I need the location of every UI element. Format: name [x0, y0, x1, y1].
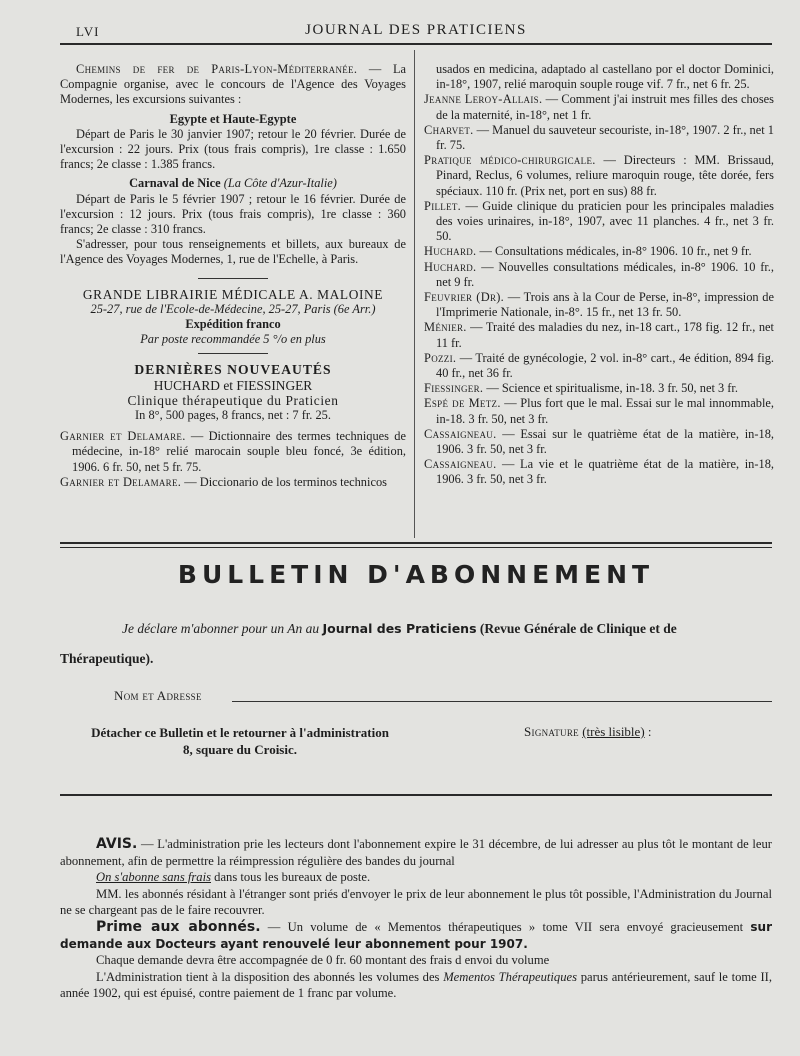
sans-frais-line: On s'abonne sans frais dans tous les bureaux de poste.: [96, 870, 371, 885]
nouveautes-details: In 8°, 500 pages, 8 francs, net : 7 fr. 25.: [135, 408, 331, 423]
avis-section: [60, 836, 772, 1002]
egypte-heading: Egypte et Haute-Egypte: [169, 111, 297, 126]
continuation-text: usados en medicina, adaptado al castellano por el doctor Dominici, in-18°, 1907, relié maroquin souple rouge vif. 7 fr., net 6 fr. 25.: [436, 62, 774, 92]
prime-paragraph: [60, 919, 772, 952]
list-item: Ménier. — Traité des maladies du nez, in-18 cart., 178 fig. 12 fr., net 11 fr.: [424, 320, 774, 350]
avis-paragraph: [60, 836, 772, 869]
declaration: [60, 614, 772, 674]
running-head: [60, 22, 772, 42]
nouveautes-authors: HUCHARD et FIESSINGER: [153, 377, 313, 393]
maloine-address: 25-27, rue de l'Ecole-de-Médecine, 25-27, Paris (6e Arr.): [90, 301, 376, 316]
maloine-shipping: Expédition franco: [185, 317, 281, 332]
avis-text: — L'administration prie les lecteurs dont l'abonnement expire le 31 décembre, de lui adresser au plus tôt le montant de leur abonnement, afin de permettre la réimpression régulière des bandes du journal: [60, 837, 772, 868]
list-item: Garnier et Delamare. — Dictionnaire des termes techniques de médecine, in-18° relié marocain souple bleu foncé, 3e édition, 1906. 6 fr. 50, net 5 fr. 75.: [60, 429, 406, 474]
maloine-name: GRANDE LIBRAIRIE MÉDICALE A. MALOINE: [82, 286, 384, 302]
declaration-rest: (Revue Générale de Clinique et de Thérapeutique).: [60, 621, 677, 666]
list-item: Pillet. — Guide clinique du praticien pour les principales maladies des voies urinaires, in-18°, 1907, avec 11 planches. 4 fr., net 3 fr. 50.: [424, 198, 774, 244]
list-item: Garnier et Delamare. — Diccionario de los terminos technicos: [60, 474, 387, 489]
list-item: Jeanne Leroy-Allais. — Comment j'ai instruit mes filles des choses de la maternité, in-18°, net 1 fr.: [424, 92, 774, 122]
demande-line: Chaque demande devra être accompagnée de 0 fr. 60 montant des frais d envoi du volume: [96, 953, 550, 968]
declaration-journal: Journal des Praticiens: [322, 621, 477, 636]
section-separator: [60, 794, 772, 796]
list-item: Pratique médico-chirurgicale. — Directeurs : MM. Brissaud, Pinard, Reclus, 6 volumes, reliure maroquin rouge, tête dorée, fers spéciaux. 110 fr. (Prix net, port en sus) 88 fr.: [424, 153, 774, 198]
mementos-title: Mementos Thérapeutiques: [443, 969, 578, 984]
prime-text: — Un volume de « Mementos thérapeutiques » tome VII sera envoyé gracieusement: [260, 919, 744, 934]
header-rule: [60, 43, 772, 45]
nom-adresse-label: Nom et Adresse: [114, 688, 202, 703]
section-rule: [198, 278, 268, 279]
nouveautes-title: Clinique thérapeutique du Praticien: [127, 392, 339, 408]
etranger-paragraph: MM. les abonnés résidant à l'étranger sont priés d'envoyer le prix de leur abonnement le plus tôt possible, l'Administration du Journal ne se chargeant pas de le faire recouvrer.: [60, 886, 772, 918]
nom-adresse-field[interactable]: [114, 688, 772, 708]
chemins-lead: Chemins de fer de Paris-Lyon-Méditerranée.: [76, 62, 358, 76]
carnaval-text: Départ de Paris le 5 février 1907 ; retour le 16 février. Durée de l'excursion : 12 jours. Prix (tous frais compris), 1re classe : 360 francs; 2e classe : 310 francs.: [60, 191, 406, 237]
chemins-paragraph: [60, 62, 406, 108]
signature-hint: (très lisible): [582, 724, 645, 739]
prime-label: Prime aux abonnés.: [96, 918, 261, 935]
section-rule: [198, 353, 268, 354]
detach-line-1: Détacher ce Bulletin et le retourner à l'administration: [91, 725, 389, 740]
list-item: Espé de Metz. — Plus fort que le mal. Essai sur le mal innommable, in-18. 3 fr. 50, net 3 fr.: [424, 396, 775, 426]
list-item: Huchard. — Consultations médicales, in-8° 1906. 10 fr., net 9 fr.: [424, 244, 752, 259]
list-item: Charvet. — Manuel du sauveteur secouriste, in-18°, 1907. 2 fr., net 1 fr. 75.: [424, 122, 774, 153]
declaration-italic: Je déclare m'abonner pour un An au: [122, 621, 320, 636]
list-item: Fiessinger. — Science et spiritualisme, in-18. 3 fr. 50, net 3 fr.: [424, 381, 738, 396]
bulletin-title: BULLETIN D'ABONNEMENT: [177, 560, 655, 589]
page-number: LVI: [76, 24, 100, 39]
carnaval-contact: S'adresser, pour tous renseignements et billets, aux bureaux de l'Agence des Voyages Modernes, 1, rue de l'Echelle, à Paris.: [60, 237, 406, 267]
detach-instructions: [60, 724, 420, 758]
chemins-text: — La Compagnie organise, avec le concours de l'Agence des Voyages Modernes, les excursions suivantes :: [60, 62, 407, 107]
maloine-post: Par poste recommandée 5 °/o en plus: [140, 332, 326, 347]
carnaval-subheading: (La Côte d'Azur-Italie): [223, 176, 337, 191]
list-item: Huchard. — Nouvelles consultations médicales, in-8° 1906. 10 fr., net 9 fr.: [424, 259, 774, 289]
list-item: Pozzi. — Traité de gynécologie, 2 vol. in-8° cart., 4e édition, 894 fig. 40 fr., net 36 fr.: [424, 350, 774, 381]
left-column: [60, 62, 406, 490]
right-column: [424, 62, 774, 488]
list-item: Cassaigneau. — La vie et le quatrième état de la matière, in-18, 1906. 3 fr. 50, net 3 fr.: [424, 457, 774, 487]
egypte-text: Départ de Paris le 30 janvier 1907; retour le 20 février. Durée de l'excursion : 22 jours. Prix (tous frais compris), 1re classe : 1.650 francs; 2e classe : 1.385 francs.: [60, 126, 406, 172]
signature-field[interactable]: Signature (très lisible) :: [524, 724, 652, 739]
journal-title: JOURNAL DES PRATICIENS: [305, 22, 527, 38]
section-separator: [60, 542, 772, 548]
admin-paragraph: L'Administration tient à la disposition des abonnés les volumes des Mementos Thérapeutiques parus antérieurement, sauf le tome II, année 1902, qui est épuisé, contre paiement de 1 franc par volume.: [60, 969, 773, 1001]
list-item: Feuvrier (Dr). — Trois ans à la Cour de Perse, in-8°, impression de l'Imprimerie Nationale, in-8°. 15 fr., net 13 fr. 50.: [424, 290, 774, 320]
avis-label: AVIS.: [96, 836, 138, 852]
detach-line-2: 8, square du Croisic.: [182, 742, 297, 757]
column-divider: [414, 50, 415, 538]
nom-adresse-line[interactable]: [232, 701, 772, 702]
prime-bold: sur demande aux Docteurs ayant renouvelé leur abonnement pour 1907.: [60, 919, 772, 951]
sans-frais-text: On s'abonne sans frais: [96, 870, 211, 885]
carnaval-heading-line: [60, 176, 406, 191]
list-item: Cassaigneau. — Essai sur le quatrième état de la matière, in-18, 1906. 3 fr. 50, net 3 fr.: [424, 426, 774, 457]
nouveautes-heading: DERNIÈRES NOUVEAUTÉS: [134, 362, 332, 378]
signature-label: Signature: [524, 724, 579, 739]
carnaval-heading: Carnaval de Nice: [129, 176, 221, 191]
